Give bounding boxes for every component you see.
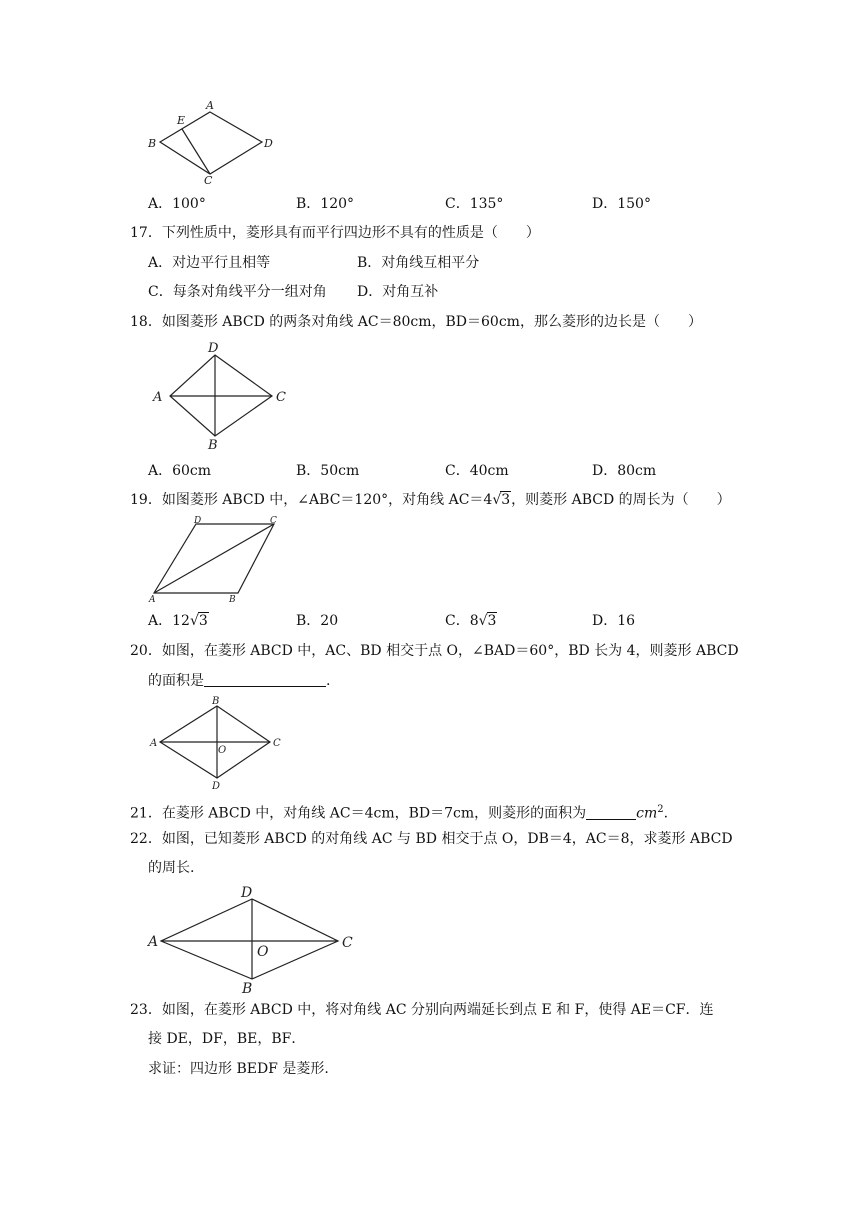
q21-unit: cm <box>636 805 658 822</box>
q18-label-d: D <box>208 341 219 356</box>
q22-rhombus <box>161 899 338 979</box>
q22-label-d: D <box>241 885 253 901</box>
q20-label-o: O <box>218 745 227 756</box>
q17-stem: 17．下列性质中，菱形具有而平行四边形不具有的性质是（ ） <box>130 225 540 241</box>
q21-answer-blank <box>586 805 636 820</box>
q17-option-b: B．对角线互相平分 <box>357 255 480 271</box>
q21-stem-pre: 21．在菱形 ABCD 中，对角线 AC＝4cm，BD＝7cm，则菱形的面积为 <box>130 805 587 822</box>
q16-rhombus-figure <box>140 98 280 188</box>
q19-option-c-sqrt: √3 <box>478 613 497 629</box>
q23-stem-line3: 求证：四边形 BEDF 是菱形. <box>148 1061 329 1077</box>
q20-stem-line2-pre: 的面积是 <box>148 673 204 689</box>
q19-option-c-pre: C．8 <box>445 613 479 629</box>
q23-stem-line2: 接 DE，DF，BE，BF． <box>148 1031 306 1047</box>
q20-rhombus-figure <box>146 694 296 792</box>
q19-sqrt: √3 <box>492 492 511 508</box>
q19-stem <box>130 490 731 510</box>
q19-label-b: B <box>229 595 236 605</box>
q19-label-a: A <box>149 595 156 605</box>
q21-stem <box>130 800 668 824</box>
q20-stem-line1: 20．如图，在菱形 ABCD 中，AC、BD 相交于点 O，∠BAD＝60°，BD 长为 4，则菱形 ABCD <box>130 643 739 659</box>
q16-option-c: C．135° <box>445 196 504 212</box>
q18-label-c: C <box>276 390 286 405</box>
q18-rhombus-figure <box>148 340 298 452</box>
q16-label-a: A <box>206 99 214 112</box>
q18-option-a: A．60cm <box>148 463 212 479</box>
q16-label-e: E <box>177 114 186 127</box>
q19-option-b: B．20 <box>296 613 339 629</box>
q16-option-b: B．120° <box>296 196 355 212</box>
q16-rhombus <box>160 112 262 174</box>
q20-label-d: D <box>212 781 221 792</box>
q20-label-c: C <box>273 738 281 749</box>
q22-label-c: C <box>342 935 353 951</box>
q20-answer-blank <box>204 672 326 687</box>
q19-option-c <box>445 611 497 631</box>
q20-label-b: B <box>212 696 220 707</box>
q19-rhombus-figure <box>146 515 286 605</box>
q19-stem-pre: 19．如图菱形 ABCD 中，∠ABC＝120°，对角线 AC＝4 <box>130 492 493 508</box>
q19-sqrt-radicand: 3 <box>501 492 511 508</box>
q19-label-d: D <box>194 516 202 526</box>
q22-label-b: B <box>242 981 253 997</box>
q16-label-d: D <box>264 137 273 150</box>
q22-rhombus-figure <box>146 880 362 996</box>
q19-option-c-radicand: 3 <box>487 613 497 629</box>
q21-unit-exponent: 2 <box>657 804 664 815</box>
q19-option-a <box>148 611 209 631</box>
q18-label-b: B <box>208 438 218 453</box>
q17-option-a: A．对边平行且相等 <box>148 255 271 271</box>
q19-option-a-pre: A．12 <box>148 613 190 629</box>
q22-label-a: A <box>148 934 159 950</box>
q19-stem-post: ，则菱形 ABCD 的周长为（ ） <box>511 492 731 508</box>
q17-option-d: D．对角互补 <box>357 284 439 300</box>
q19-label-c: C <box>270 516 277 526</box>
q17-option-c: C．每条对角线平分一组对角 <box>148 284 327 300</box>
q20-label-a: A <box>150 738 158 749</box>
q19-option-a-radicand: 3 <box>198 613 208 629</box>
q22-stem-line2: 的周长. <box>148 860 195 876</box>
q22-label-o: O <box>257 944 269 960</box>
q16-label-c: C <box>204 174 213 187</box>
q20-stem-line2 <box>148 671 330 691</box>
q18-option-b: B．50cm <box>296 463 360 479</box>
q18-label-a: A <box>153 390 163 405</box>
q20-stem-line2-post: . <box>326 673 331 689</box>
q16-option-a: A．100° <box>148 196 206 212</box>
q23-stem-line1: 23．如图，在菱形 ABCD 中，将对角线 AC 分别向两端延长到点 E 和 F，使得 AE＝CF．连 <box>130 1002 714 1018</box>
q16-segment-ce <box>182 129 210 174</box>
q22-stem-line1: 22．如图，已知菱形 ABCD 的对角线 AC 与 BD 相交于点 O，DB＝4，AC＝8，求菱形 ABCD <box>130 831 733 847</box>
q16-label-b: B <box>148 137 157 150</box>
q18-stem: 18．如图菱形 ABCD 的两条对角线 AC＝80cm，BD＝60cm，那么菱形的边长是（ ） <box>130 314 702 330</box>
q19-option-d: D．16 <box>592 613 636 629</box>
q18-option-c: C．40cm <box>445 463 509 479</box>
q19-option-a-sqrt: √3 <box>189 613 208 629</box>
q18-option-d: D．80cm <box>592 463 657 479</box>
q16-option-d: D．150° <box>592 196 651 212</box>
q21-end: . <box>663 805 669 822</box>
